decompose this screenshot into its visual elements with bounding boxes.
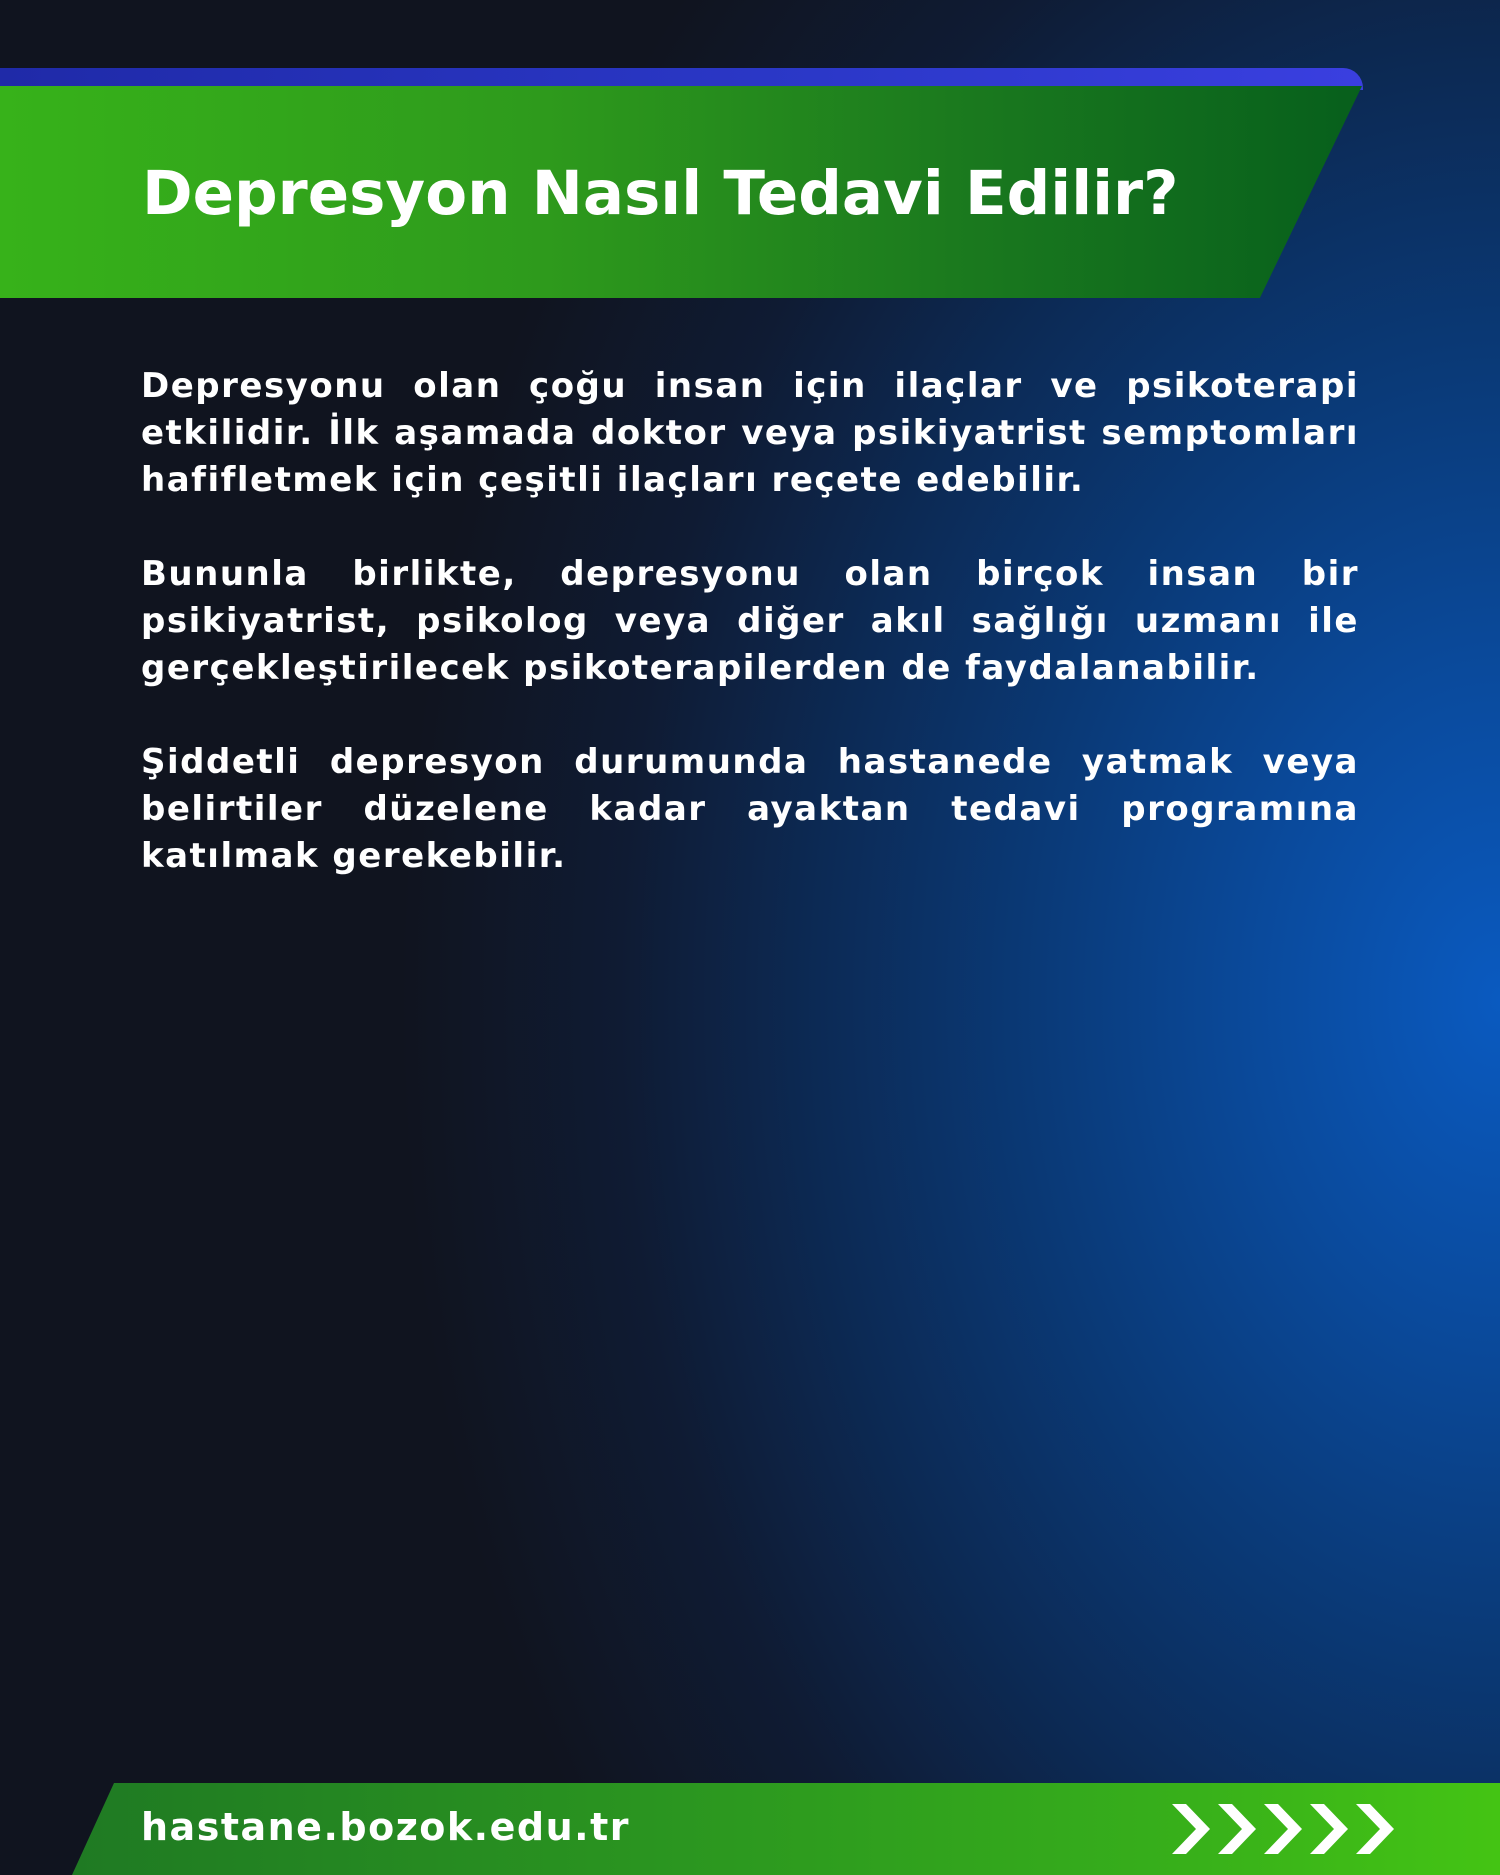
- page-title: Depresyon Nasıl Tedavi Edilir?: [142, 158, 1179, 229]
- chevron-3: [1264, 1804, 1302, 1854]
- chevrons-right-icon: [1172, 1802, 1400, 1856]
- chevron-4: [1310, 1804, 1348, 1854]
- chevron-2: [1218, 1804, 1256, 1854]
- paragraph-psychotherapy: Bununla birlikte, depresyonu olan birçok insan bir psikiyatrist, psikolog veya diğer akıl sağlığı uzmanı ile gerçekleştirilecek psikoterapilerden de faydalanabilir.: [141, 554, 1359, 688]
- paragraph-severe-depression: Şiddetli depresyon durumunda hastanede yatmak veya belirtiler düzelene kadar ayaktan tedavi programına katılmak gerekebilir.: [141, 742, 1359, 876]
- footer-website-link[interactable]: hastane.bozok.edu.tr: [141, 1805, 630, 1849]
- paragraph-treatment: Depresyonu olan çoğu insan için ilaçlar ve psikoterapi etkilidir. İlk aşamada doktor veya psikiyatrist semptomları hafifletmek için çeşitli ilaçları reçete edebilir.: [141, 366, 1359, 500]
- chevron-5: [1356, 1804, 1394, 1854]
- chevron-1: [1172, 1804, 1210, 1854]
- content-body: [141, 363, 1359, 927]
